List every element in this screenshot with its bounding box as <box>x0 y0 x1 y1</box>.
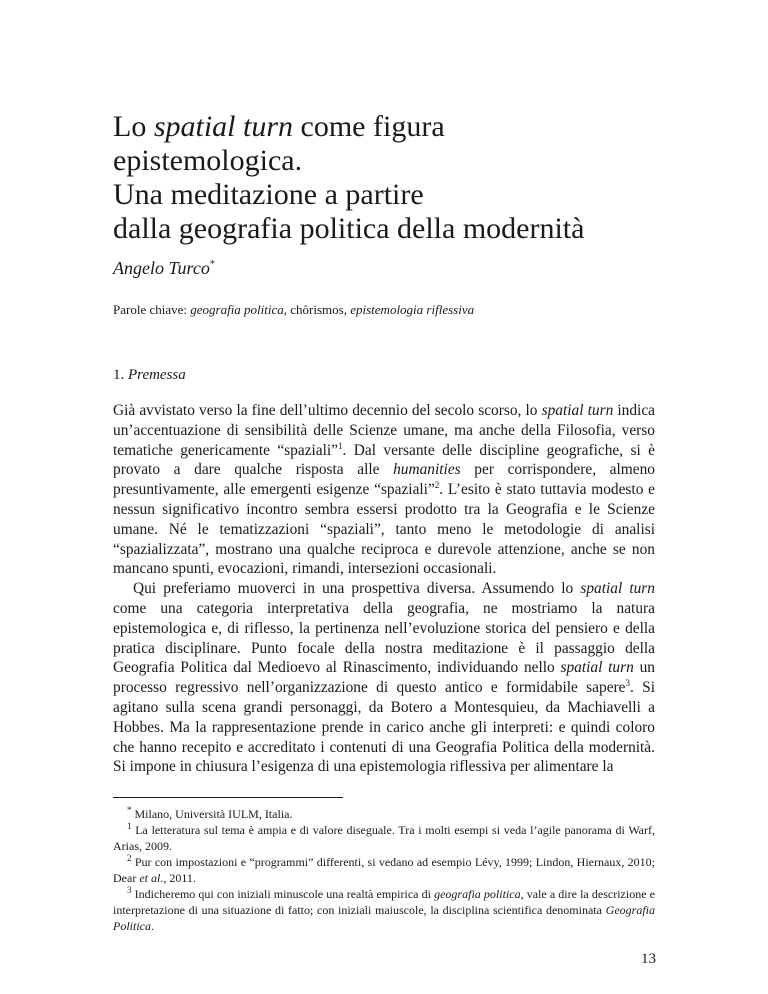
text: come una categoria interpretativa della geografia, ne mostriamo la natura epistemologica e, di riflesso, la pertinenza nell’evoluzione storica del pensiero e della pratica disciplinare. Punto focale della nostra meditazione è il passaggio della Geografia Politica dal Medioevo al Rinascimento, individuando nello <box>113 599 655 677</box>
footnote-2 <box>113 854 655 886</box>
author-note-mark: * <box>209 259 215 270</box>
footnote-text: , 2011. <box>163 871 196 885</box>
footnote-text: Pur con impostazioni e “programmi” differenti, si vedano ad esempio Lévy, 1999; Lindon, Hiernaux, 2010; Dear <box>113 855 655 885</box>
footnote-ref[interactable]: 2 <box>434 480 440 491</box>
footnote-text: Milano, Università IULM, Italia. <box>131 807 293 821</box>
title-line-4: dalla geografia politica della modernità <box>113 212 585 245</box>
footnote-italic: geografia politica <box>434 887 521 901</box>
keyword: geografia politica, <box>190 302 288 317</box>
title-italic: spatial turn <box>153 110 294 143</box>
text: . L’esito è stato tuttavia modesto e nessun significativo incontro sembra essersi prodotto tra la Geografia e le Scienze umane. Né le tematizzazioni “spaziali”, tanto meno le metodologie di analisi “spazializzata”, mostrano una qualche reciproca e durevole attenzione, anche se non mancano spunti, evocazioni, rimandi, intersezioni occasionali. <box>113 481 655 578</box>
text: Già avvistato verso la fine dell’ultimo decennio del secolo scorso, lo <box>113 402 542 419</box>
footnote-author <box>113 806 655 822</box>
footnote-text: La letteratura sul tema è ampia e di valore diseguale. Tra i molti esempi si veda l’agile panorama di Warf, Arias, 2009. <box>113 823 655 853</box>
text-italic: humanities <box>393 461 461 479</box>
footnote-separator <box>113 797 343 798</box>
text: un processo regressivo nell’organizzazione di questo antico e formidabile sapere <box>113 659 655 697</box>
footnote-mark: 1 <box>127 821 132 831</box>
footnote-mark: 3 <box>127 885 132 895</box>
keywords-label: Parole chiave: <box>113 302 191 317</box>
keyword: , epistemologia riflessiva <box>343 302 475 317</box>
footnote-text: , vale a dire la descrizione e interpretazione di una situazione di fatto; con iniziali maiuscole, la disciplina scientifica denominata <box>113 887 655 917</box>
section-heading <box>113 367 186 384</box>
text-italic: spatial turn <box>541 402 614 419</box>
article-title <box>113 110 733 246</box>
section-number: 1. <box>113 367 128 383</box>
footnote-text: . <box>151 919 154 933</box>
paragraph-2 <box>113 579 655 777</box>
keywords <box>113 302 474 318</box>
text-italic: spatial turn <box>560 659 634 677</box>
footnotes <box>113 806 655 934</box>
text: . Dal versante delle discipline geografiche, si è provato a dare qualche risposta alle <box>113 441 655 479</box>
text: . Si agitano sulla scena grandi personaggi, da Botero a Montesquieu, da Machiavelli a Hobbes. Ma la rappresentazione prende in carico anche gli interpreti: e quindi coloro che hanno recepito e accreditato i contenuti di una Geografia Politica della modernità. Si impone in chiusura l’esigenza di una epistemologia riflessiva per alimentare la <box>113 679 655 776</box>
title-text: come figura <box>293 110 445 143</box>
footnote-text: Indicheremo qui con iniziali minuscole una realtà empirica di <box>131 887 435 901</box>
title-line-2: epistemologica. <box>113 144 303 177</box>
footnote-ref[interactable]: 3 <box>625 678 630 689</box>
author-name: Angelo Turco <box>113 258 210 278</box>
paragraph-1 <box>113 401 655 579</box>
title-text: Lo <box>113 110 154 143</box>
footnote-1 <box>113 822 655 854</box>
body-text <box>113 401 655 777</box>
text-italic: spatial turn <box>580 580 655 598</box>
title-line-3: Una meditazione a partire <box>113 178 424 211</box>
footnote-italic: et al. <box>139 871 164 885</box>
footnote-mark: 2 <box>127 853 132 863</box>
text: per corrispondere, almeno presuntivamente, alle emergenti esigenze “spaziali” <box>113 461 655 499</box>
footnote-italic: Geografia Politica <box>113 903 655 933</box>
text: Qui preferiamo muoverci in una prospettiva diversa. Assumendo lo <box>133 580 581 598</box>
text: indica un’accentuazione di sensibilità delle Scienze umane, ma anche della Filosofia, verso tematiche genericamente “spaziali” <box>113 402 655 459</box>
author <box>113 258 215 279</box>
section-title: Premessa <box>128 367 186 383</box>
page-number: 13 <box>641 951 656 967</box>
footnote-mark: * <box>127 805 132 815</box>
footnote-3 <box>113 886 655 934</box>
keyword: chôrismos <box>287 302 344 317</box>
title-line-1 <box>113 110 733 144</box>
footnote-ref[interactable]: 1 <box>338 440 343 451</box>
